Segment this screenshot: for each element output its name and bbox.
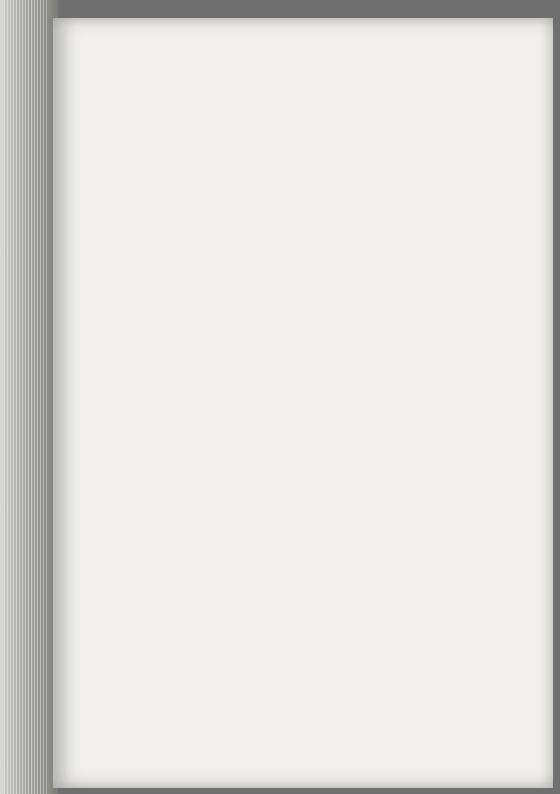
- book-page: [52, 18, 553, 788]
- book-page-edges: [0, 0, 58, 794]
